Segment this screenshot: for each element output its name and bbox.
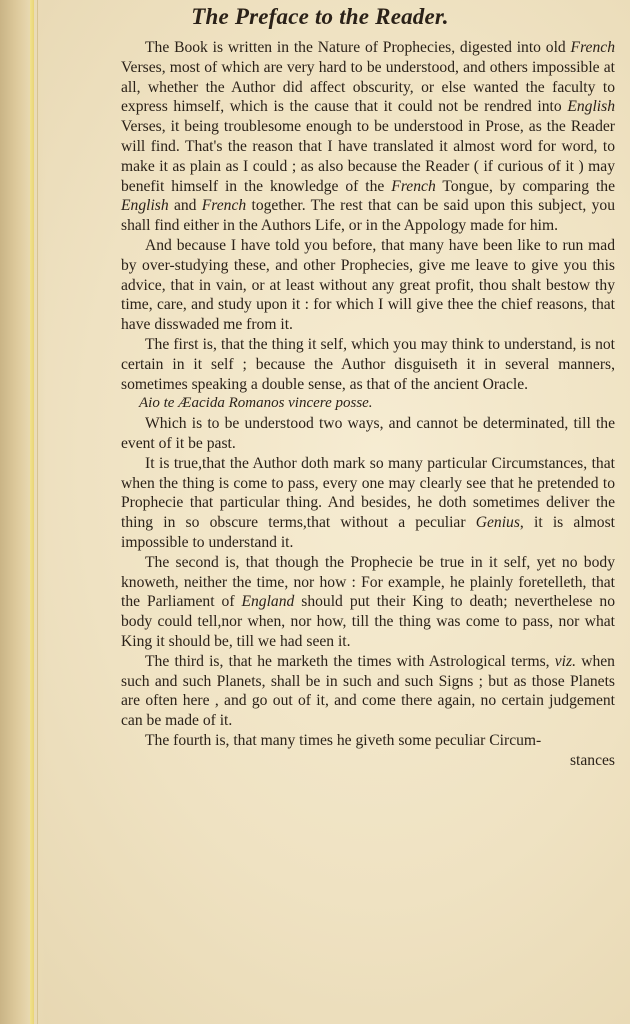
paragraph-4: Which is to be understood two ways, and cannot be determinated, till the event of it be past. [121,415,615,452]
page-gutter [0,0,46,1024]
gutter-edge [37,0,38,1024]
paragraph-1: The Book is written in the Nature of Prophecies, digested into old French Verses, most of which are very hard to be understood, and others impossible at all, whether the Author did affect obscurity, or else wanted the faculty to express himself, which is the cause that it could not be rendred into English Verses, it being troublesome enough to be understood in Prose, as the Reader will find. That's the reason that I have translated it almost word for word, to make it as plain as I could ; as also because the Reader ( if curious of it ) may benefit himself in the knowledge of the French Tongue, by comparing the English and French together. The rest that can be said upon this subject, you shall find either in the Authors Life, or in the Appology made for him. [121,39,615,235]
gutter-stain [30,0,34,1024]
paragraph-2: And because I have told you before, that many have been like to run mad by over-studying these, and other Prophecies, give me leave to give you this advice, that in vain, or at least without any great profit, thou shalt bestow thy time, care, and study upon it : for which I will give thee the chief reasons, that have disswaded me from it. [121,236,615,334]
paragraph-6: The second is, that though the Prophecie be true in it self, yet no body knoweth, neither the time, nor how : For example, he plainly foretelleth, that the Parliament of England should put their King to death; neverthelese no body could tell,nor when, nor how, till the thing was come to pass, nor what King it should be, till we had seen it. [121,553,615,650]
paragraph-8: The fourth is, that many times he giveth some peculiar Circum- [145,731,542,749]
paragraph-7: The third is, that he marketh the times with Astrological terms, viz. when such and such Planets, shall be in such and such Signs ; but as those Planets are often here , and go out of it, and come there again, no certain judgement can be made of it. [121,652,615,730]
paragraph-5: It is true,that the Author doth mark so many particular Circumstances, that when the thing is come to pass, every one may clearly see that he pretended to Prophecie that particular thing. And besides, he doth sometimes deliver the thing in so obscure terms,that without a peculiar Genius, it is almost impossible to understand it. [121,454,615,551]
catchword: stances [569,751,615,769]
body-text [121,38,615,770]
running-header: The Preface to the Reader. [191,4,449,29]
oracle-quote: Aio te Æacida Romanos vincere posse. [139,395,373,412]
paragraph-3: The first is, that the thing it self, which you may think to understand, is not certain in it self ; because the Author disguiseth it in several manners, sometimes speaking a double sense, as that of the ancient Oracle. [121,335,615,393]
